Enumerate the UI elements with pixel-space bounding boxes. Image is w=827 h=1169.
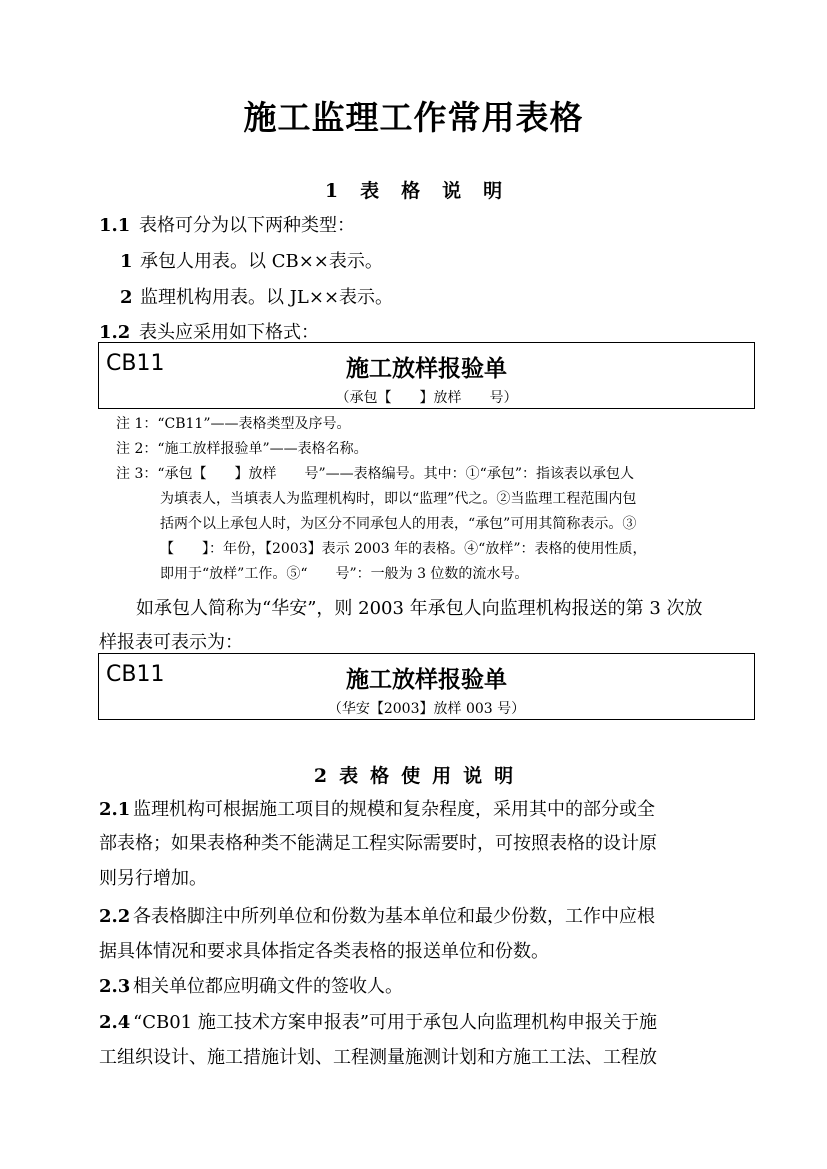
paragraph-2-4 xyxy=(99,1008,657,1034)
form-number: （华安【2003】放样 003 号） xyxy=(327,701,526,717)
paragraph-line: 据具体情况和要求具体指定各类表格的报送单位和份数。 xyxy=(99,941,549,962)
paragraph-line: 部表格；如果表格种类不能满足工程实际需要时，可按照表格的设计原 xyxy=(99,833,657,854)
paragraph-line: 则另行增加。 xyxy=(99,868,207,889)
section-1-heading xyxy=(0,176,827,203)
form-code: CB11 xyxy=(106,662,165,687)
item-type-2 xyxy=(120,283,393,309)
note-3-continued: 即用于“放样”工作。⑤“ 号”：一般为 3 位数的流水号。 xyxy=(160,566,529,582)
heading-part: 1 xyxy=(324,180,339,202)
page-title: 施工监理工作常用表格 xyxy=(243,98,584,137)
note-3-continued: 括两个以上承包人时，为区分不同承包人的用表，“承包”可用其简称表示。③ xyxy=(160,516,637,532)
note-1: 注 1：“CB11”——表格类型及序号。 xyxy=(116,416,351,432)
paragraph-line: “CB01 施工技术方案申报表”可用于承包人向监理机构申报关于施 xyxy=(133,1012,658,1033)
paragraph-2-2 xyxy=(99,902,655,928)
note-3-continued: 【 】：年份，【2003】表示 2003 年的表格。④“放样”：表格的使用性质， xyxy=(160,541,647,557)
heading-part: 格 xyxy=(370,765,390,787)
form-code: CB11 xyxy=(106,351,165,376)
note-3-continued: 为填表人，当填表人为监理机构时，即以“监理”代之。②当监理工程范围内包 xyxy=(160,491,637,507)
form-name: 施工放样报验单 xyxy=(346,355,507,382)
heading-part: 表 xyxy=(339,765,359,787)
form-name: 施工放样报验单 xyxy=(346,666,507,693)
note-3: 注 3：“承包【 】放样 号”——表格编号。其中：①“承包”：指该表以承包人 xyxy=(116,466,634,482)
item-number: 1.1 xyxy=(99,215,131,236)
example-text-line-2: 样报表可表示为： xyxy=(99,632,243,653)
heading-part: 明 xyxy=(483,180,503,202)
item-number: 2.3 xyxy=(99,976,131,997)
section-2-heading xyxy=(0,761,827,788)
paragraph-line: 监理机构可根据施工项目的规模和复杂程度，采用其中的部分或全 xyxy=(133,799,655,820)
heading-part: 明 xyxy=(494,765,514,787)
example-header-box xyxy=(98,653,755,720)
heading-part: 使 xyxy=(401,765,421,787)
item-1-1 xyxy=(99,211,355,237)
item-text: 承包人用表。以 CB××表示。 xyxy=(140,251,383,272)
heading-part: 说 xyxy=(463,765,483,787)
item-number: 2.1 xyxy=(99,799,131,820)
form-number: （承包【 】放样 号） xyxy=(335,390,518,406)
paragraph-line: 相关单位都应明确文件的签收人。 xyxy=(133,976,403,997)
item-number: 2 xyxy=(120,287,133,308)
heading-part: 格 xyxy=(401,180,421,202)
item-number: 1.2 xyxy=(99,322,131,343)
item-text: 表头应采用如下格式： xyxy=(139,322,319,343)
heading-part: 说 xyxy=(442,180,462,202)
item-text: 监理机构用表。以 JL××表示。 xyxy=(140,287,394,308)
heading-part: 用 xyxy=(432,765,452,787)
example-text-line-1: 如承包人简称为“华安”，则 2003 年承包人向监理机构报送的第 3 次放 xyxy=(136,598,703,619)
item-type-1 xyxy=(120,247,383,273)
note-2: 注 2：“施工放样报验单”——表格名称。 xyxy=(116,441,368,457)
item-1-2 xyxy=(99,318,319,344)
item-number: 1 xyxy=(120,251,133,272)
heading-part: 表 xyxy=(360,180,380,202)
paragraph-2-3 xyxy=(99,972,403,998)
item-text: 表格可分为以下两种类型： xyxy=(139,215,355,236)
format-header-box xyxy=(98,342,755,409)
paragraph-line: 各表格脚注中所列单位和份数为基本单位和最少份数，工作中应根 xyxy=(133,906,655,927)
item-number: 2.2 xyxy=(99,906,131,927)
heading-part: 2 xyxy=(313,765,328,787)
paragraph-line: 工组织设计、施工措施计划、工程测量施测计划和方施工工法、工程放 xyxy=(99,1047,657,1068)
item-number: 2.4 xyxy=(99,1012,131,1033)
paragraph-2-1 xyxy=(99,795,655,821)
